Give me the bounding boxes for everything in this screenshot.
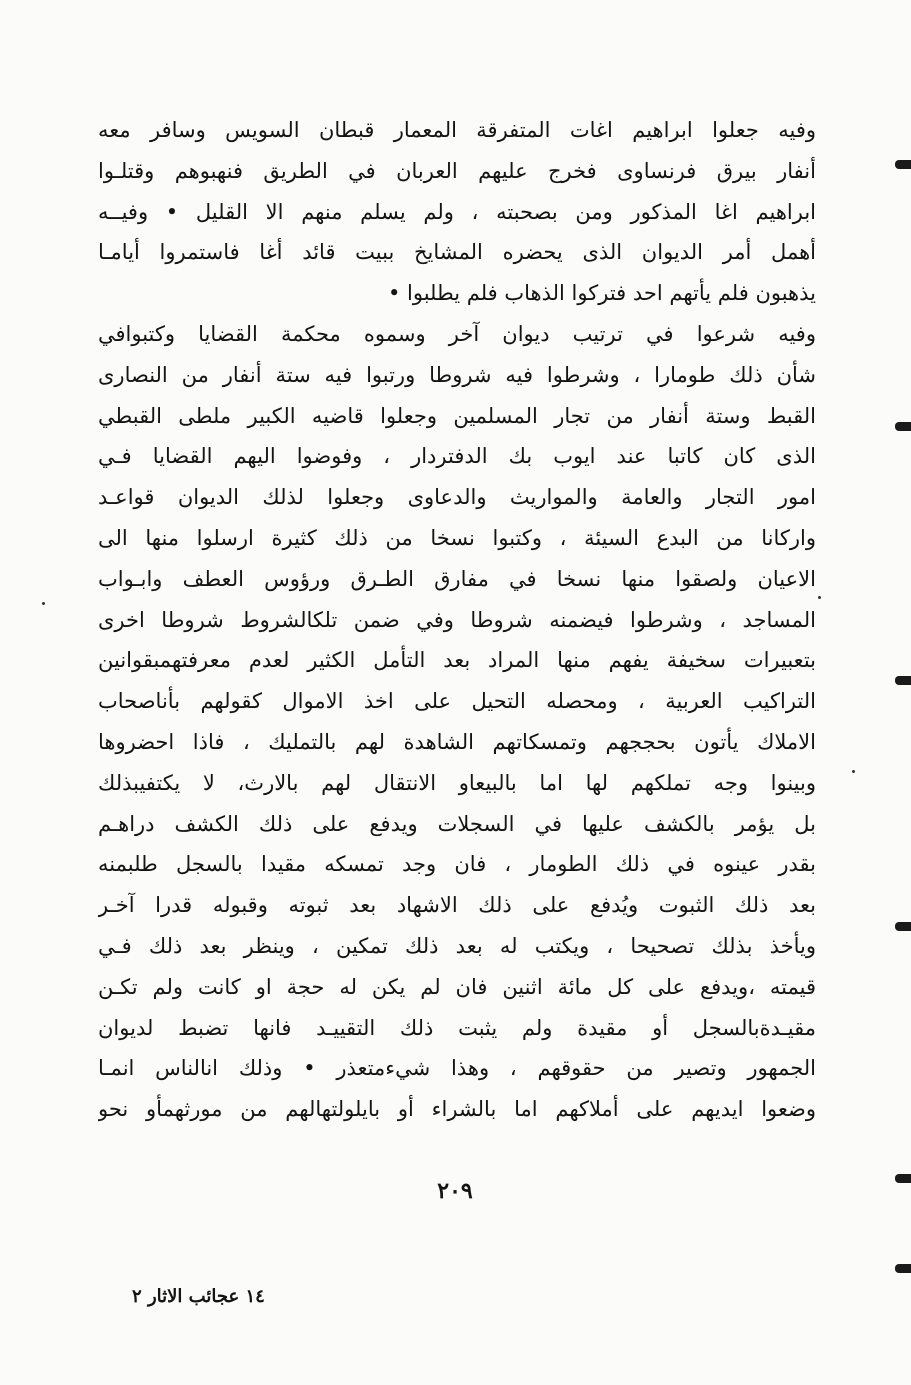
text-line: الاملاك يأتون بحججهم وتمسكاتهم الشاهدة لهم بالتمليك ، فاذا احضروها <box>98 729 816 754</box>
text-line: التراكيب العربية ، ومحصله التحيل على اخذ الاموال كقولهم بأناصحاب <box>98 689 816 714</box>
scan-edge-mark <box>895 922 911 931</box>
text-line: مقيـدةبالسجل أو مقيدة ولم يثبت ذلك التقييـد فانها تضبط لديوان <box>98 1015 816 1040</box>
text-line: الذى كان كاتبا عند ايوب بك الدفتردار ، وفوضوا اليهم القضايا فـي <box>98 444 816 469</box>
text-line: وضعوا ايديهم على أملاكهم اما بالشراء أو بايلولتهالهم من مورثهمأو نحو <box>98 1097 816 1122</box>
text-line: وفيه شرعوا في ترتيب ديوان آخر وسموه محكمة القضايا وكتبوافي <box>98 321 816 346</box>
text-line: بل يؤمر بالكشف عليها في السجلات ويدفع على ذلك الكشف دراهـم <box>98 811 816 836</box>
scan-speck <box>818 596 821 599</box>
text-line: وبينوا وجه تملكهم لها اما بالبيعاو الانتقال لهم بالارث، لا يكتفيبذلك <box>98 770 816 795</box>
text-line: امور التجار والعامة والمواريث والدعاوى وجعلوا لذلك الديوان قواعـد <box>98 485 816 510</box>
scan-edge-mark <box>895 160 911 169</box>
scan-speck <box>42 602 45 605</box>
printer-signature: ١٤ عجائب الاثار ٢ <box>132 1286 265 1307</box>
text-line: بتعبيرات سخيفة يفهم منها المراد بعد التأمل الكثير لعدم معرفتهمبقوانين <box>98 648 816 673</box>
text-line: ويأخذ بذلك تصحيحا ، ويكتب له بعد ذلك تمكين ، وينظر بعد ذلك فـي <box>98 933 816 958</box>
text-line: القبط وستة أنفار من تجار المسلمين وجعلوا قاضيه الكبير ملطى القبطي <box>98 403 816 428</box>
scan-edge-mark <box>895 1174 911 1183</box>
text-line: ابراهيم اغا المذكور ومن بصحبته ، ولم يسلم منهم الا القليل • وفيــه <box>98 199 816 224</box>
text-line: بقدر عينوه في ذلك الطومار ، فان وجد تمسكه مقيدا بالسجل طلبمنه <box>98 852 816 877</box>
text-line: الاعيان ولصقوا منها نسخا في مفارق الطـرق ورؤوس العطف وابـواب <box>98 566 816 591</box>
scan-edge-mark <box>895 422 911 431</box>
text-line: أهمل أمر الديوان الذى يحضره المشايخ ببيت قائد أغا فاستمروا أيامـا <box>98 240 816 265</box>
text-line: قيمته ،ويدفع على كل مائة اثنين فان لم يكن له حجة او كانت ولم تكـن <box>98 974 816 999</box>
scan-speck <box>852 770 855 773</box>
text-line: وفيه جعلوا ابراهيم اغات المتفرقة المعمار قبطان السويس وسافر معه <box>98 118 816 142</box>
text-line: واركانا من البدع السيئة ، وكتبوا نسخا من ذلك كثيرة ارسلوا منها الى <box>98 525 816 550</box>
text-line: الجمهور وتصير من حقوقهم ، وهذا شيءمتعذر • وذلك انالناس انمـا <box>98 1056 816 1081</box>
scan-edge-mark <box>895 676 911 685</box>
text-line: شأن ذلك طومارا ، وشرطوا فيه شروطا ورتبوا فيه ستة أنفار من النصارى <box>98 362 816 387</box>
text-line: أنفار بيرق فرنساوى فخرج عليهم العربان في الطريق فنهبوهم وقتلـوا <box>98 158 816 183</box>
text-line: يذهبون فلم يأتهم احد فتركوا الذهاب فلم يطلبوا • <box>387 281 816 306</box>
body-text <box>98 110 816 1130</box>
scan-edge-mark <box>895 1264 911 1273</box>
text-line: المساجد ، وشرطوا فيضمنه شروطا وفي ضمن تلكالشروط شروطا اخرى <box>98 607 816 632</box>
text-line: بعد ذلك الثبوت ويُدفع على ذلك الاشهاد بعد ثبوته وقبوله قدرا آخـر <box>98 893 816 918</box>
page-number: ٢٠٩ <box>437 1178 473 1204</box>
